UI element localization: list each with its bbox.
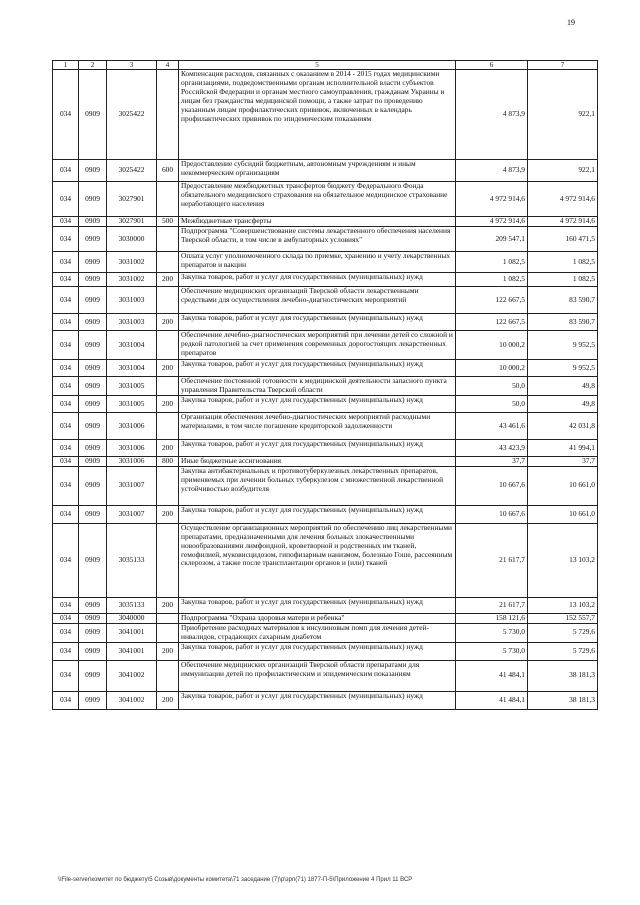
approved-amount-cell: 43 461,6 [456,413,528,440]
expense-type-cell [157,287,179,314]
budget-code-cell: 034 [53,227,79,252]
budget-code-cell: 034 [53,377,79,396]
column-header: 3 [107,61,157,70]
table-row [53,252,598,273]
target-article-cell: 3031003 [107,287,157,314]
table-row [53,466,598,505]
table-row [53,642,598,660]
table-row [53,660,598,691]
budget-code-cell: 034 [53,182,79,217]
approved-amount-cell: 10 000,2 [456,360,528,377]
expense-type-cell [157,331,179,360]
section-code-cell: 0909 [79,227,107,252]
expense-type-cell [157,182,179,217]
section-code-cell: 0909 [79,413,107,440]
target-article-cell: 3031003 [107,314,157,331]
section-code-cell: 0909 [79,273,107,287]
section-code-cell: 0909 [79,623,107,642]
executed-amount-cell: 37,7 [528,457,598,467]
table-row [53,440,598,457]
column-header: 6 [456,61,528,70]
budget-code-cell: 034 [53,440,79,457]
section-code-cell: 0909 [79,597,107,613]
item-name-cell: Иные бюджетные ассигнования [179,457,456,467]
target-article-cell: 3031002 [107,273,157,287]
executed-amount-cell: 152 557,7 [528,613,598,623]
item-name-cell: Оплата услуг уполномоченного склада по приемке, хранению и учету лекарственных препаратов и вакцин [179,252,456,273]
table-row [53,691,598,709]
approved-amount-cell: 1 082,5 [456,252,528,273]
table-row [53,377,598,396]
table-row [53,227,598,252]
target-article-cell: 3025422 [107,160,157,182]
approved-amount-cell: 209 547,1 [456,227,528,252]
approved-amount-cell: 158 121,6 [456,613,528,623]
executed-amount-cell: 10 661,0 [528,505,598,523]
item-name-cell: Организация обеспечения лечебно-диагностических мероприятий расходными материалами, в том числе погашение кредиторской задолженности [179,413,456,440]
table-row [53,597,598,613]
section-code-cell: 0909 [79,287,107,314]
item-name-cell: Закупка товаров, работ и услуг для государственных (муниципальных) нужд [179,597,456,613]
expense-type-cell: 800 [157,457,179,467]
table-row [53,160,598,182]
item-name-cell: Предоставление межбюджетных трансфертов бюджету Федерального Фонда обязательного медицинского страхования на обязательное медицинское страхование неработающего населения [179,182,456,217]
expense-type-cell [157,413,179,440]
budget-code-cell: 034 [53,252,79,273]
executed-amount-cell: 9 952,5 [528,331,598,360]
budget-code-cell: 034 [53,314,79,331]
target-article-cell: 3031006 [107,440,157,457]
executed-amount-cell: 83 590,7 [528,287,598,314]
table-row [53,505,598,523]
item-name-cell: Закупка товаров, работ и услуг для государственных (муниципальных) нужд [179,273,456,287]
expense-type-cell: 200 [157,314,179,331]
section-code-cell: 0909 [79,360,107,377]
table-row [53,396,598,413]
item-name-cell: Обеспечение лечебно-диагностических мероприятий при лечении детей со сложной и редкой патологией за счет применения современных дорогостоящих лекарственных препаратов [179,331,456,360]
executed-amount-cell: 1 082,5 [528,273,598,287]
expense-type-cell [157,613,179,623]
executed-amount-cell: 1 082,5 [528,252,598,273]
expense-type-cell: 200 [157,360,179,377]
expense-type-cell: 200 [157,691,179,709]
section-code-cell: 0909 [79,440,107,457]
budget-code-cell: 034 [53,642,79,660]
section-code-cell: 0909 [79,314,107,331]
budget-table [52,60,598,710]
target-article-cell: 3031006 [107,457,157,467]
executed-amount-cell: 38 181,3 [528,660,598,691]
expense-type-cell [157,227,179,252]
budget-code-cell: 034 [53,360,79,377]
target-article-cell: 3031007 [107,466,157,505]
target-article-cell: 3040000 [107,613,157,623]
item-name-cell: Предоставление субсидий бюджетным, автономным учреждениям и иным некоммерческим организациям [179,160,456,182]
expense-type-cell [157,623,179,642]
expense-type-cell: 200 [157,597,179,613]
executed-amount-cell: 83 590,7 [528,314,598,331]
page-number: 19 [567,18,575,27]
table-row [53,457,598,467]
approved-amount-cell: 4 972 914,6 [456,182,528,217]
column-header: 1 [53,61,79,70]
budget-code-cell: 034 [53,505,79,523]
executed-amount-cell: 5 729,6 [528,642,598,660]
target-article-cell: 3035133 [107,597,157,613]
expense-type-cell [157,660,179,691]
approved-amount-cell: 4 972 914,6 [456,217,528,227]
table-row [53,613,598,623]
target-article-cell: 3041002 [107,691,157,709]
section-code-cell: 0909 [79,182,107,217]
target-article-cell: 3031002 [107,252,157,273]
executed-amount-cell: 4 972 914,6 [528,217,598,227]
section-code-cell: 0909 [79,217,107,227]
target-article-cell: 3031005 [107,377,157,396]
approved-amount-cell: 21 617,7 [456,597,528,613]
item-name-cell: Закупка товаров, работ и услуг для государственных (муниципальных) нужд [179,505,456,523]
approved-amount-cell: 4 873,9 [456,160,528,182]
target-article-cell: 3041001 [107,623,157,642]
target-article-cell: 3031005 [107,396,157,413]
executed-amount-cell: 41 994,1 [528,440,598,457]
item-name-cell: Закупка товаров, работ и услуг для государственных (муниципальных) нужд [179,314,456,331]
executed-amount-cell: 42 031,8 [528,413,598,440]
item-name-cell: Закупка антибактериальных и противотуберкулезных лекарственных препаратов, применяемых при лечении больных туберкулезом с множественной лекарственной устойчивостью возбудителя [179,466,456,505]
section-code-cell: 0909 [79,691,107,709]
column-header: 2 [79,61,107,70]
table-row [53,182,598,217]
expense-type-cell [157,523,179,597]
budget-code-cell: 034 [53,523,79,597]
table-row [53,331,598,360]
budget-code-cell: 034 [53,160,79,182]
executed-amount-cell: 13 103,2 [528,597,598,613]
expense-type-cell: 200 [157,642,179,660]
executed-amount-cell: 10 661,0 [528,466,598,505]
item-name-cell: Осуществление организационных мероприятий по обеспечению лиц лекарственными препаратами, предназначенными для лечения больных злокачественными новообразованиями лимфоидной, кроветворной и родственных им тканей, гемофилией, муковисцидозом, гипофизарным нанизмом, болезнью Гоше, рассеянным склерозом, а также после трансплантации органов и (или) тканей [179,523,456,597]
approved-amount-cell: 5 730,0 [456,623,528,642]
executed-amount-cell: 49,8 [528,396,598,413]
section-code-cell: 0909 [79,642,107,660]
section-code-cell: 0909 [79,396,107,413]
section-code-cell: 0909 [79,523,107,597]
approved-amount-cell: 41 484,1 [456,691,528,709]
budget-code-cell: 034 [53,623,79,642]
executed-amount-cell: 9 952,5 [528,360,598,377]
column-header: 5 [179,61,456,70]
section-code-cell: 0909 [79,660,107,691]
expense-type-cell [157,466,179,505]
target-article-cell: 3041001 [107,642,157,660]
expense-type-cell: 200 [157,440,179,457]
approved-amount-cell: 21 617,7 [456,523,528,597]
executed-amount-cell: 160 471,5 [528,227,598,252]
table-row [53,273,598,287]
approved-amount-cell: 1 082,5 [456,273,528,287]
executed-amount-cell: 49,8 [528,377,598,396]
budget-code-cell: 034 [53,287,79,314]
approved-amount-cell: 43 423,9 [456,440,528,457]
header-row [53,61,598,70]
section-code-cell: 0909 [79,377,107,396]
target-article-cell: 3031004 [107,331,157,360]
approved-amount-cell: 5 730,0 [456,642,528,660]
budget-code-cell: 034 [53,597,79,613]
expense-type-cell: 500 [157,217,179,227]
expense-type-cell [157,70,179,160]
section-code-cell: 0909 [79,252,107,273]
approved-amount-cell: 50,0 [456,377,528,396]
target-article-cell: 3027901 [107,182,157,217]
budget-code-cell: 034 [53,691,79,709]
section-code-cell: 0909 [79,160,107,182]
target-article-cell: 3025422 [107,70,157,160]
executed-amount-cell: 13 103,2 [528,523,598,597]
table-row [53,217,598,227]
table-body [53,70,598,709]
item-name-cell: Закупка товаров, работ и услуг для государственных (муниципальных) нужд [179,642,456,660]
approved-amount-cell: 122 667,5 [456,314,528,331]
item-name-cell: Подпрограмма "Охрана здоровья матери и ребенка" [179,613,456,623]
section-code-cell: 0909 [79,331,107,360]
item-name-cell: Подпрограмма "Совершенствование системы лекарственного обеспечения населения Тверской области, в том числе в амбулаторных условиях" [179,227,456,252]
item-name-cell: Обеспечение медицинских организаций Тверской области препаратами для иммунизации детей по профилактическим и эпидемическим показаниям [179,660,456,691]
table-row [53,523,598,597]
expense-type-cell [157,377,179,396]
item-name-cell: Закупка товаров, работ и услуг для государственных (муниципальных) нужд [179,691,456,709]
expense-type-cell [157,252,179,273]
column-header: 4 [157,61,179,70]
approved-amount-cell: 37,7 [456,457,528,467]
item-name-cell: Приобретение расходных материалов к инсулиновым помп для лечения детей-инвалидов, страдающих сахарным диабетом [179,623,456,642]
approved-amount-cell: 10 000,2 [456,331,528,360]
executed-amount-cell: 38 181,3 [528,691,598,709]
section-code-cell: 0909 [79,613,107,623]
budget-code-cell: 034 [53,457,79,467]
file-path-footer: \\File-server\комитет по бюджету\5 Созыв\документы комитета\71 заседание (7)\р\зрп(71) 1877-П-5\Приложение 4 Прил 11 ВСР [58,877,413,883]
expense-type-cell: 200 [157,273,179,287]
approved-amount-cell: 4 873,9 [456,70,528,160]
budget-code-cell: 034 [53,466,79,505]
item-name-cell: Обеспечение постоянной готовности к медицинской деятельности запасного пункта управления Правительства Тверской области [179,377,456,396]
target-article-cell: 3031007 [107,505,157,523]
expense-type-cell: 200 [157,505,179,523]
table-row [53,314,598,331]
section-code-cell: 0909 [79,505,107,523]
approved-amount-cell: 41 484,1 [456,660,528,691]
item-name-cell: Компенсация расходов, связанных с оказанием в 2014 - 2015 годах медицинскими организациями, подведомственными органам исполнительной власти субъектов Российской Федерации и органам местного самоуправления, гражданам Украины и лицам без гражданства медицинской помощи, а также затрат по проведению указанным лицам профилактических прививок, включенных в календарь профилактических прививок по эпидемическим показаниям [179,70,456,160]
item-name-cell: Закупка товаров, работ и услуг для государственных (муниципальных) нужд [179,396,456,413]
budget-code-cell: 034 [53,70,79,160]
budget-code-cell: 034 [53,217,79,227]
target-article-cell: 3031006 [107,413,157,440]
target-article-cell: 3030000 [107,227,157,252]
executed-amount-cell: 922,1 [528,70,598,160]
expense-type-cell: 200 [157,396,179,413]
section-code-cell: 0909 [79,466,107,505]
target-article-cell: 3027901 [107,217,157,227]
budget-code-cell: 034 [53,660,79,691]
item-name-cell: Закупка товаров, работ и услуг для государственных (муниципальных) нужд [179,440,456,457]
approved-amount-cell: 10 667,6 [456,505,528,523]
target-article-cell: 3041002 [107,660,157,691]
table-row [53,360,598,377]
table-row [53,287,598,314]
budget-code-cell: 034 [53,273,79,287]
expense-type-cell: 600 [157,160,179,182]
budget-code-cell: 034 [53,413,79,440]
table-row [53,413,598,440]
column-header: 7 [528,61,598,70]
budget-code-cell: 034 [53,396,79,413]
table-row [53,623,598,642]
executed-amount-cell: 4 972 914,6 [528,182,598,217]
approved-amount-cell: 10 667,6 [456,466,528,505]
budget-code-cell: 034 [53,613,79,623]
approved-amount-cell: 122 667,5 [456,287,528,314]
table-row [53,70,598,160]
item-name-cell: Обеспечение медицинских организаций Тверской области лекарственными средствами для осуществления лечебно-диагностических мероприятий [179,287,456,314]
executed-amount-cell: 922,1 [528,160,598,182]
executed-amount-cell: 5 729,6 [528,623,598,642]
budget-code-cell: 034 [53,331,79,360]
approved-amount-cell: 50,0 [456,396,528,413]
section-code-cell: 0909 [79,457,107,467]
target-article-cell: 3031004 [107,360,157,377]
item-name-cell: Межбюджетные трансферты [179,217,456,227]
item-name-cell: Закупка товаров, работ и услуг для государственных (муниципальных) нужд [179,360,456,377]
target-article-cell: 3035133 [107,523,157,597]
section-code-cell: 0909 [79,70,107,160]
